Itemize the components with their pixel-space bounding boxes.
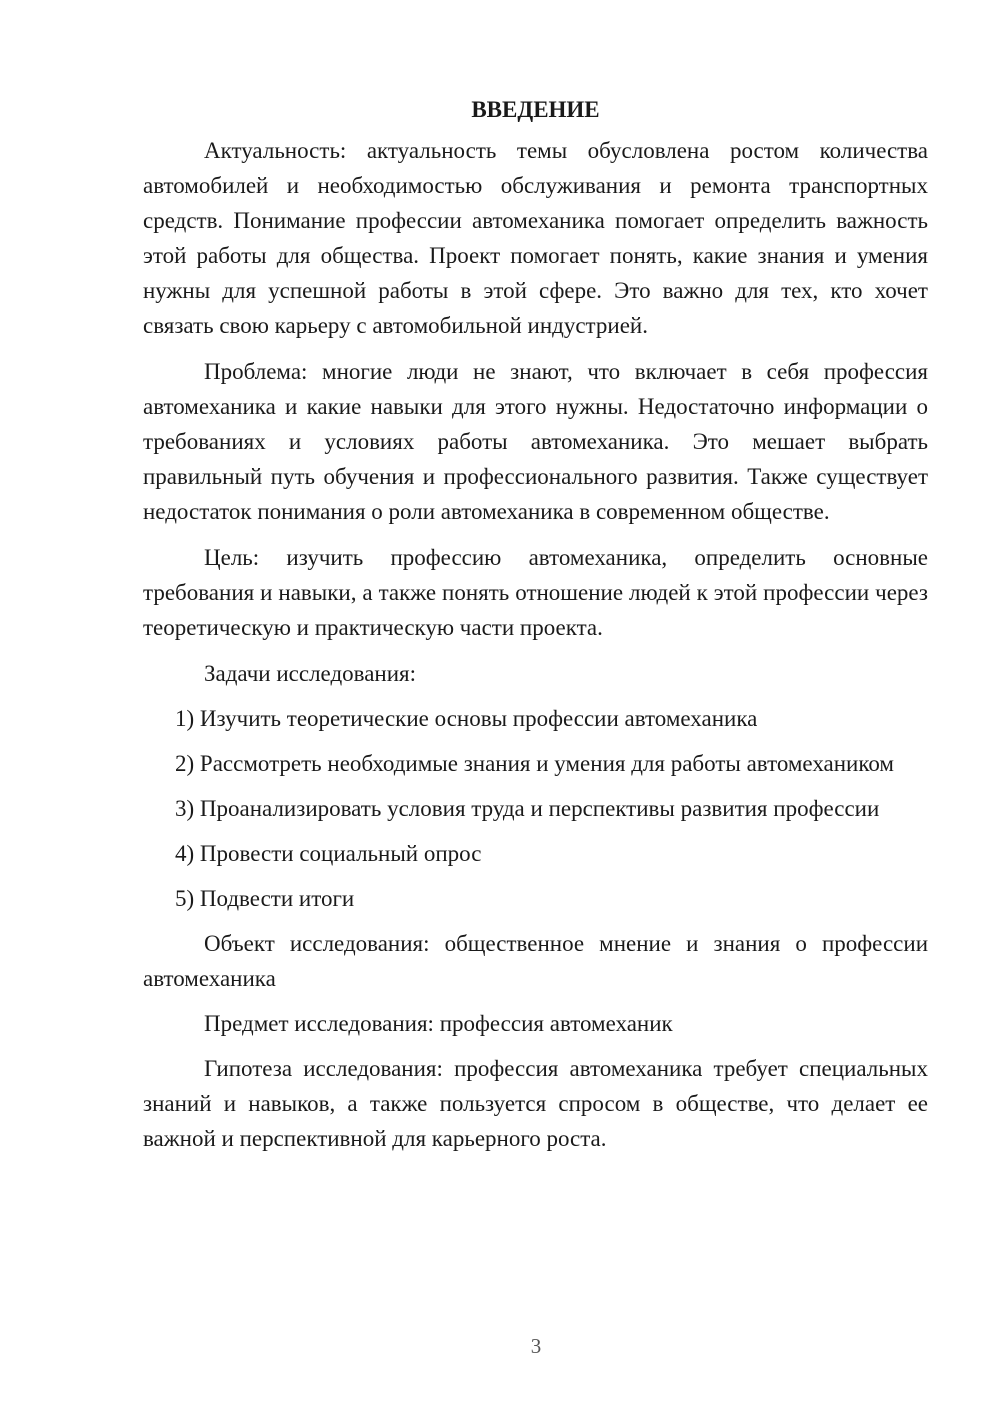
problem-paragraph: Проблема: многие люди не знают, что включает в себя профессия автомеханика и какие навыки для этого нужны. Недостаточно информации о требованиях и условиях работы автомеханика. Это мешает выбрать правильный путь обучения и профессионального развития. Также существует недостаток понимания о роли автомеханика в современном обществе. [143, 359, 928, 524]
relevance-paragraph: Актуальность: актуальность темы обусловлена ростом количества автомобилей и необходимостью обслуживания и ремонта транспортных средств. Понимание профессии автомеханика помогает определить важность этой работы для общества. Проект помогает понять, какие знания и умения нужны для успешной работы в этой сфере. Это важно для тех, кто хочет связать свою карьеру с автомобильной индустрией. [143, 138, 928, 338]
task-item-4: 4) Провести социальный опрос [175, 841, 482, 866]
subject-paragraph: Предмет исследования: профессия автомеханик [204, 1011, 673, 1036]
task-item-3: 3) Проанализировать условия труда и перспективы развития профессии [175, 796, 880, 821]
text-column [143, 92, 928, 1156]
section-title: ВВЕДЕНИЕ [471, 97, 600, 122]
hypothesis-paragraph: Гипотеза исследования: профессия автомеханика требует специальных знаний и навыков, а также пользуется спросом в обществе, что делает ее важной и перспективной для карьерного роста. [143, 1056, 928, 1151]
goal-paragraph: Цель: изучить профессию автомеханика, определить основные требования и навыки, а также понять отношение людей к этой профессии через теоретическую и практическую части проекта. [143, 545, 928, 640]
object-paragraph: Объект исследования: общественное мнение и знания о профессии автомеханика [143, 931, 928, 991]
task-item-2: 2) Рассмотреть необходимые знания и умения для работы автомехаником [175, 751, 894, 776]
task-item-5: 5) Подвести итоги [175, 886, 355, 911]
tasks-heading: Задачи исследования: [204, 661, 417, 686]
page-number: 3 [530, 1334, 542, 1358]
task-item-1: 1) Изучить теоретические основы профессии автомеханика [175, 706, 758, 731]
